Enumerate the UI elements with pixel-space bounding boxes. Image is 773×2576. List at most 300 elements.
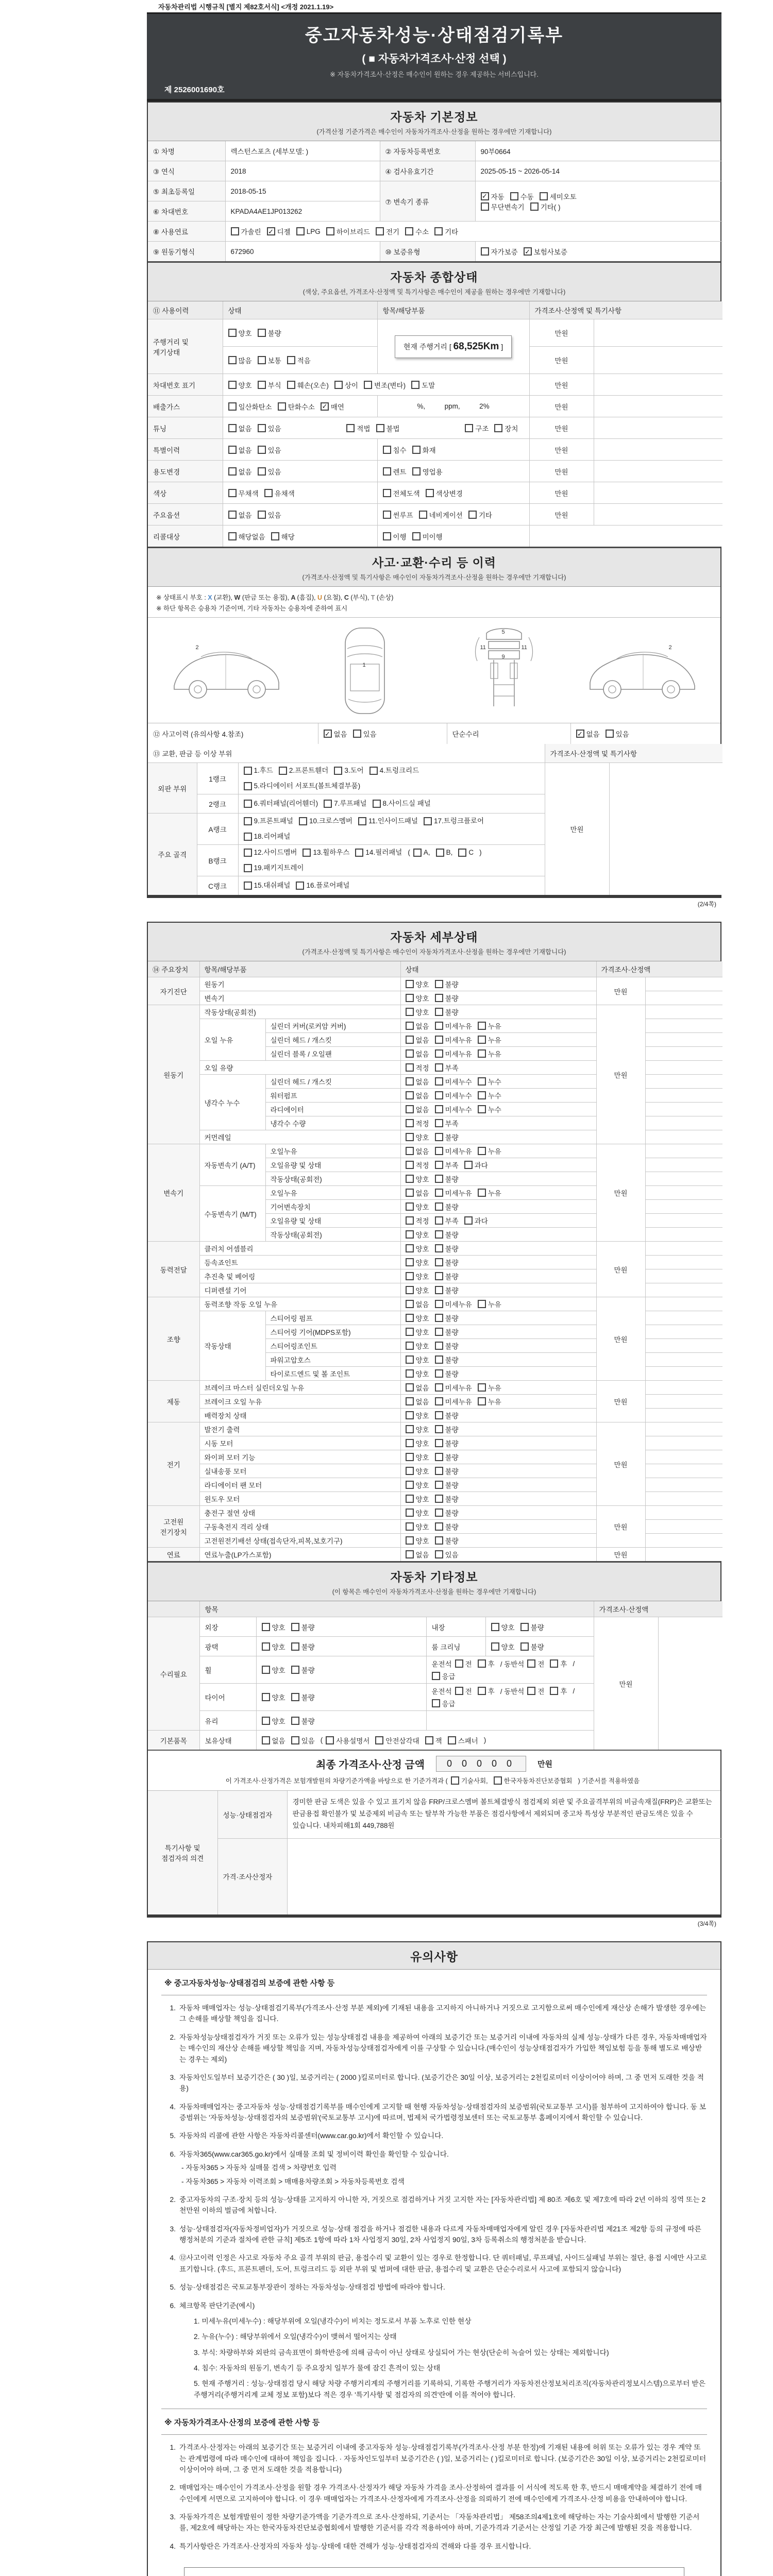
checkbox-box [448,1736,456,1744]
checkbox-group [228,466,372,477]
checkbox-box [228,424,237,432]
checkbox-group [231,226,718,236]
remark-cell [645,991,722,1005]
rank-items [238,845,545,876]
state-cell [223,347,377,374]
checkbox-하이브리드 [326,226,370,236]
checkbox-label: 변조(변타) [374,381,406,389]
checkbox-box [510,192,518,200]
checkbox-기타 [468,510,492,520]
item-label: 냉각수 수량 [265,1116,400,1130]
diagram-zone-number: 2 [668,645,672,651]
checkbox-box [326,227,334,235]
checkbox-label: 많음 [238,357,252,365]
checkbox-매연 [321,401,344,412]
checkbox-label: 썬루프 [393,511,413,519]
checkbox-group [383,445,524,455]
checkbox-누유 [478,1021,501,1031]
field-label: ① 차명 [148,141,225,161]
checkbox-label: 네비게이션 [429,511,463,519]
state-cell [400,1061,596,1075]
checkbox-box [287,381,295,389]
notice-list-c [161,2442,707,2552]
checkbox-불량 [435,1466,459,1476]
checkbox-label: 불량 [445,1315,459,1323]
checkbox-label: 11.인사이드패널 [368,817,418,825]
checkbox-양호 [406,1243,429,1253]
checkbox-group [406,1146,592,1156]
table-row [148,396,722,417]
checkbox-label: 불량 [445,1412,459,1420]
checkbox-label: 응급 [442,1673,456,1681]
state-cell [256,1637,426,1656]
checkbox-label: 유채색 [274,489,295,498]
checkbox-후 [550,1686,567,1696]
checkbox-무채색 [228,488,259,498]
checkbox-수동 [510,191,534,201]
checkbox-5.라디에이터 서포트(볼트체결부품) [244,781,361,791]
price-cell: 만원 [596,1144,645,1242]
checkbox-양호 [406,1354,429,1365]
checkbox-없음 [406,1021,429,1031]
legend-desc: (부식), [350,594,371,601]
checkbox-box [383,532,391,540]
checkbox-label: 해당 [281,533,295,541]
diagram-zone-number: 1 [362,662,366,668]
checkbox-box [406,1383,414,1392]
checkbox-없음 [228,445,252,455]
checkbox-불량 [435,979,459,989]
section-subtitle: (이 항목은 매수인이 자동차가격조사·산정을 원하는 경우에만 기재합니다) [332,1588,536,1596]
state-cell [223,396,377,417]
remark-cell [645,1130,722,1144]
item-label: 오일누유 [265,1144,400,1158]
checkbox-label: 있음 [267,425,281,433]
section-basic-header [148,103,720,141]
checkbox-box [258,511,266,519]
notice-item-text: 자동차 매매업자는 성능·상태점검기록부(가격조사·산정 부분 제외)에 기재된 내용을 고지하지 아니하거나 거짓으로 고지함으로써 매수인에게 재산상 손해가 발생한 경우에는 그 손해를 배상할 책임을 집니다. [179,2004,707,2023]
item-label: 스티어링조인트 [265,1339,400,1353]
checkbox-네비게이션 [419,510,463,520]
notice-item-text: 자동차가격은 보험개발원이 정한 차량기준가액을 기준가격으로 조사·산정하되, 기준서는 「자동차관리법」 제58조의4제1호에 해당하는 자는 기술사회에서 발행한 기준서를, 제2호에 해당하는 자는 한국자동차진단보증협회에서 발행한 기준서를 각각 적용하여야 하며, 기준가격과 기준서는 산정일 기준 가장 최근에 발행된 것을 적용합니다. [179,2513,700,2532]
checkbox-탄화수소 [278,401,315,412]
checkbox-3.도어 [334,766,363,776]
notice-subitem: 1. 미세누유(미세누수) : 해당부위에 오일(냉각수)이 비치는 정도로서 부품 노후로 인한 현상 [194,2317,472,2325]
checkbox-누유 [478,1048,501,1059]
checkbox-group [406,1160,592,1170]
checkbox-box [520,1623,529,1631]
remark-cell [645,1311,722,1325]
table-row [148,504,722,526]
checkbox-label: 누유 [488,1050,501,1058]
checkbox-불량 [291,1692,315,1702]
checkbox-box [346,424,355,432]
checkbox-디젤 [267,226,291,236]
checkbox-없음 [406,1382,429,1393]
notice-item-text: 가격조사·산정자는 아래의 보증기간 또는 보증거리 이내에 중고자동차 성능·상태점검기록부(가격조사·산정 부분 한정)에 기재된 내용에 허위 또는 오류가 있는 경우 계약 또는 관계법령에 따라 매수인에 대하여 책임을 집니다. · 자동차인도일부터 보증기간은 ( )일, 보증거리는 ( )킬로미터로 합니다. (보증기간은 30일 이상, 보증거리는 2천킬로미터 이상이어야 하며, 그 중 먼저 도래한 것을 적용합니다) [179,2444,707,2473]
remark-cell [645,1116,722,1130]
notice-subitem: - 자동차365 > 자동차 이력조회 > 매매용차량조회 > 자동차등록번호 검색 [181,2177,405,2185]
device-group-label: 자기진단 [148,977,199,1005]
checkbox-label: 후 [560,1688,567,1696]
notice-item [161,2003,707,2025]
checkbox-양호 [406,1507,429,1518]
checkbox-group [406,1188,592,1198]
checkbox-group [406,1521,592,1532]
basic-info-table [148,141,722,261]
checkbox-양호 [406,1285,429,1295]
column-header: ⑭ 주요장치 [148,961,199,977]
checkbox-box [435,1063,443,1072]
checkbox-불량 [435,1368,459,1379]
other-info-table [148,1601,722,1750]
checkbox-label: 색상변경 [435,489,463,498]
checkbox-label: 화재 [422,446,436,454]
checkbox-미세누유 [435,1188,472,1198]
checkbox-불량 [435,1313,459,1323]
checkbox-box [228,446,237,454]
checkbox-label: 수소 [415,228,429,236]
checkbox-label: 부식 [267,381,281,389]
checkbox-세미오토 [540,191,577,201]
checkbox-불량 [435,1285,459,1295]
checkbox-box [406,1425,414,1433]
checkbox-box [406,980,414,988]
checkbox-label: 디젤 [277,228,291,236]
remark-cell [645,1089,722,1103]
position-cell [426,1656,594,1684]
section-title: 자동차 세부상태 [390,930,478,944]
checkbox-불량 [435,1480,459,1490]
checkbox-불량 [435,1452,459,1462]
checkbox-box [478,1383,486,1392]
position-cell [426,1684,594,1711]
checkbox-미세누유 [435,1299,472,1309]
checkbox-box [478,1022,486,1030]
row-group-label: 기본품목 [148,1731,199,1750]
checkbox-label: 양호 [415,1468,429,1476]
checkbox-label: 불량 [445,1231,459,1239]
checkbox-잭 [425,1735,442,1745]
checkbox-box: ✓ [524,247,532,256]
remark-cell [645,1534,722,1548]
checkbox-label: 불량 [445,1370,459,1378]
remark-cell [645,1033,722,1047]
text: ) [483,1736,486,1744]
state-cell [400,1116,596,1130]
field-label: ⑩ 보증유형 [380,242,475,262]
row-label: 성능·상태점검자 [217,1791,287,1838]
checkbox-유채색 [264,488,295,498]
item-label: 실린더 커버(로커암 커버) [265,1019,400,1033]
checkbox-label: 영업용 [422,468,443,476]
device-group-label: 동력전달 [148,1242,199,1297]
checkbox-label: 8.사이드실 패널 [382,799,431,807]
notice-item-number: 5. [170,2283,176,2292]
checkbox-group [244,848,540,873]
checkbox-label: 미세누수 [445,1078,472,1086]
checkbox-group [406,1118,592,1128]
checkbox-box [406,1175,414,1183]
notice-subitem: 5. 현재 주행거리 : 성능·상태점검 당시 해당 차량 주행거리계의 주행거리를 기록하되, 기록한 주행거리가 자동차전산정보처리조직(자동차관리정보시스템)으로부터 받은 주행거리(주행거리계 교체 정보 포함)보다 적은 경우 '특기사항 및 점검자의 의견'란에 이를 적어야 합니다. [194,2380,705,2399]
checkbox-group [406,1354,592,1365]
state-cell [400,1367,596,1381]
checkbox-변조(변타) [364,380,406,390]
legend-code-T: T [371,594,377,601]
checkbox-label: 응급 [442,1700,456,1708]
price-cell: 만원 [529,504,594,526]
checkbox-자동 [481,191,505,201]
checkbox-label: 미세누유 [445,1301,472,1309]
checkbox-label: 누수 [488,1092,501,1100]
checkbox-box [406,1342,414,1350]
checkbox-미세누유 [435,1382,472,1393]
checkbox-label: 없음 [415,1384,429,1392]
checkbox-box [435,1189,443,1197]
checkbox-양호 [406,1257,429,1267]
checkbox-box: ✓ [324,730,332,738]
checkbox-group [406,1424,592,1434]
checkbox-label: 양호 [415,1496,429,1503]
checkbox-box [434,227,443,235]
row-group-label: 외판 부위 [148,763,197,814]
field-label: ④ 검사유효기간 [380,161,475,181]
checkbox-box [478,1147,486,1155]
checkbox-label: 불량 [445,1537,459,1545]
checkbox-부식 [258,380,281,390]
checkbox-후 [550,1658,567,1669]
checkbox-box [334,381,343,389]
checkbox-group [228,380,524,390]
table-row [148,319,722,347]
diagram-zone-number: 9 [501,654,505,660]
checkbox-label: 양호 [415,1537,429,1545]
checkbox-box: ✓ [267,227,275,235]
state-cell [400,1450,596,1464]
checkbox-box [435,1244,443,1252]
checkbox-label: 부족 [445,1162,459,1170]
checkbox-해당 [271,531,295,541]
legend-desc: (교환), [214,594,234,601]
section-notice-header [148,1942,720,1970]
checkbox-label: 이행 [393,533,407,541]
row-group-label: 특기사항 및 점검자의 의견 [148,1791,217,1914]
state-cell [400,1033,596,1047]
notice-item [161,2282,707,2293]
checkbox-label: 불량 [267,330,281,337]
checkbox-label: 양호 [415,1426,429,1434]
state-cell [400,1464,596,1478]
checkbox-없음 [406,1035,429,1045]
remark-cell [645,1214,722,1228]
price-cell: 만원 [596,1297,645,1381]
empty-cell [426,1711,594,1731]
checkbox-누유 [478,1146,501,1156]
checkbox-box [228,402,237,411]
checkbox-있음 [606,728,629,739]
checkbox-양호 [406,1341,429,1351]
checkbox-전 [455,1686,472,1696]
checkbox-불법 [376,423,400,433]
checkbox-box [244,817,252,825]
checkbox-group [262,1692,421,1702]
checkbox-box [435,1049,443,1058]
checkbox-box [244,849,252,857]
checkbox-box [334,767,342,775]
remark-cell [645,1353,722,1367]
checkbox-label: A, [423,849,430,857]
checkbox-group [406,1215,592,1226]
checkbox-전 [527,1658,544,1669]
column-header [148,1601,199,1617]
checkbox-box [458,849,466,857]
notice-item [161,2072,707,2094]
price-cell: 만원 [596,1381,645,1422]
checkbox-label: 9.프론트패널 [254,817,293,825]
checkbox-label: 미세누유 [445,1023,472,1030]
checkbox-label: 불량 [445,981,459,989]
checkbox-box [406,1272,414,1280]
notice-item-text: 성능·상태점검자(자동차정비업자)가 거짓으로 성능·상태 점검을 하거나 점검한 내용과 다르게 자동차매매업자에게 알린 경우 [자동차관리법 제21조 제2항 등의 규정에 따른 행정처분의 기준과 절차에 관한 규칙] 제5조 1항에 따라 1차 사업정지 30일, 2차 사업정지 90일, 3차 등록취소의 행정처분을 받습니다. [179,2225,701,2244]
row-label: 리콜대상 [148,526,223,547]
checkbox-불량 [291,1665,315,1675]
checkbox-box [383,446,391,454]
checkbox-영업용 [412,466,443,477]
item-label: 라디에이터 팬 모터 [199,1478,400,1492]
item-label: 등속죠인트 [199,1256,400,1269]
checkbox-적정 [406,1118,429,1128]
rank-items [238,876,545,895]
current-mileage-box [395,335,512,358]
checkbox-label: 양호 [415,981,429,989]
checkbox-group [406,1285,592,1295]
checkbox-box [406,1230,414,1239]
final-price-label: 최종 가격조사·산정 금액 [315,1759,425,1771]
text: ) [479,849,482,857]
detail-row [148,1242,722,1256]
checkbox-label: 양호 [272,1694,285,1702]
final-price-note [148,1775,720,1791]
checkbox-box [481,202,489,211]
checkbox-label: 불량 [445,1204,459,1211]
notice-item-number: 3. [170,2513,176,2521]
notice-item-text: 자동차매매업자는 중고자동차 성능·상태점검기록부를 매수인에게 고지할 때 현행 자동차성능·상태점검자의 보증범위(국토교통부 고시)를 첨부하여 고지하여야 합니다. 동 보증범위는 '자동차성능·상태점검자의 보증범위'(국토교통부 고시)에 따르며, 법제처 국가법령정보센터 또는 국토교통부 홈페이지에서 확인할 수 있습니다. [179,2103,707,2122]
item-label: 클러치 어셈블리 [199,1242,400,1256]
checkbox-label: 양호 [238,381,252,389]
remark-cell [594,319,722,347]
emission-values: %, ppm, 2% [377,396,529,417]
remark-cell [645,1005,722,1019]
mileage-value: 68,525Km [453,341,499,352]
state-cell [400,991,596,1005]
checkbox-box [464,1216,473,1225]
device-group-label: 전기 [148,1422,199,1506]
checkbox-12.사이드멤버 [244,848,297,858]
legend-code-W: W [234,594,242,601]
state-cell [400,1311,596,1325]
checkbox-label: 양호 [415,1287,429,1295]
state-cell [485,1637,594,1656]
checkbox-box [478,1049,486,1058]
checkbox-label: 양호 [272,1667,285,1674]
checkbox-box [455,1687,463,1695]
checkbox-미세누유 [435,1021,472,1031]
checkbox-box [435,1481,443,1489]
checkbox-box [435,1272,443,1280]
checkbox-group [406,1466,592,1476]
checkbox-있음 [258,466,281,477]
checkbox-응급 [432,1671,456,1681]
checkbox-적법 [346,423,370,433]
checkbox-box [435,1202,443,1211]
checkbox-box [258,356,266,364]
state-cell [400,1297,596,1311]
sub-group-label: 작동상태 [199,1311,265,1381]
checkbox-group [481,191,718,201]
text: / 동반석 [500,1660,525,1668]
section-subtitle: (가격조사·산정액 및 특기사항은 매수인이 자동차가격조사·산정을 원하는 경우에만 기재합니다) [302,948,566,956]
checkbox-label: 불량 [530,1623,544,1632]
checkbox-label: 하이브리드 [336,228,370,236]
checkbox-box [435,1230,443,1239]
checkbox-양호 [406,1201,429,1212]
checkbox-양호 [262,1665,285,1675]
remark-cell [645,1436,722,1450]
checkbox-label: 있음 [615,731,629,738]
state-cell [256,1656,426,1684]
checkbox-box [425,1736,433,1744]
checkbox-box [258,329,266,337]
checkbox-group [432,1686,589,1708]
state-cell [400,1422,596,1436]
checkbox-box [435,1411,443,1419]
checkbox-box [383,467,391,476]
checkbox-label: 미세누유 [445,1037,472,1044]
checkbox-box [550,1659,558,1668]
checkbox-label: 불량 [445,1245,459,1253]
checkbox-label: 불량 [445,1259,459,1267]
checkbox-label: 18.리어패널 [254,832,291,840]
checkbox-불량 [435,1341,459,1351]
field-label: ② 자동차등록번호 [380,141,475,161]
notice-item-text: ⑫사고이력 인정은 사고로 자동차 주요 골격 부위의 판금, 용접수리 및 교환이 있는 경우로 한정합니다. 단 쿼터패널, 루프패널, 사이드실패널 부위는 절단, 용접 시에만 사고로 표기합니다. (후드, 프론트펜더, 도어, 트렁크리드 등 외판 부위 및 범퍼에 대한 판금, 용접수리 및 교환은 단순수리로서 사고에 포함되지 않습니다) [179,2254,707,2273]
checkbox-label: 없음 [415,1023,429,1030]
checkbox-box [520,1642,529,1651]
item-label: 작동상태(공회전) [199,1005,400,1019]
checkbox-label: 없음 [272,1737,285,1745]
notice-item-text: 자동차인도일부터 보증기간은 ( 30 )일, 보증거리는 ( 2000 )킬로미터로 합니다. (보증기간은 30일 이상, 보증거리는 2천킬로미터 이상이어야 하며, 그 중 먼저 도래한 것을 적용) [179,2073,704,2093]
checkbox-label: 양호 [415,1510,429,1517]
remark-cell [645,1061,722,1075]
checkbox-box: ✓ [481,192,489,200]
checkbox-box [291,1736,299,1744]
checkbox-box [451,1776,459,1785]
checkbox-box: ✓ [321,402,329,411]
checkbox-group [383,510,524,520]
checkbox-box [435,1300,443,1308]
checkbox-적정 [406,1062,429,1073]
checkbox-불량 [435,1174,459,1184]
checkbox-label: 미세누유 [445,1384,472,1392]
checkbox-box [244,782,252,790]
row-label: 단순수리 [447,723,570,744]
checkbox-label: 10.크로스멤버 [309,817,352,825]
checkbox-box [406,1119,414,1127]
item-label: 브레이크 마스터 실린더오일 누유 [199,1381,400,1395]
checkbox-미세누유 [435,1035,472,1045]
column-header: ⑪ 사용이력 [148,301,223,319]
fuel-options [225,222,722,242]
